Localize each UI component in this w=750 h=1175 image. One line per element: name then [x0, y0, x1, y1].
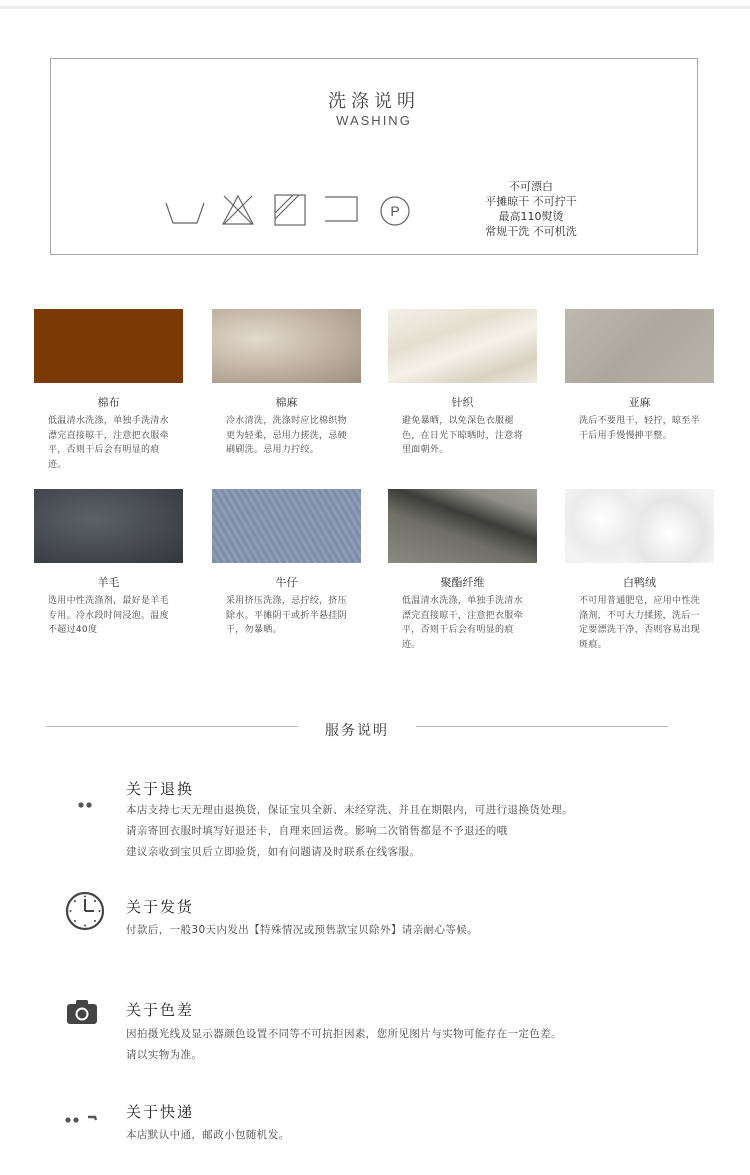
- top-divider: [0, 6, 750, 9]
- fabric-name: 棉麻: [275, 396, 298, 409]
- fabric-card-wool: [34, 489, 194, 638]
- service-line: 本店支持七天无理由退换货，保证宝贝全新、未经穿洗、并且在期限内，可进行退换货处理。: [126, 804, 573, 816]
- truck-icon: [60, 1105, 100, 1129]
- fabric-name: 牛仔: [275, 576, 298, 589]
- no-bleach-icon: [221, 193, 255, 227]
- fabric-desc: 冷水清洗，洗涤时应比棉织物更为轻柔，忌用力搓洗，忌硬刷刷洗。忌用力拧绞。: [226, 416, 347, 455]
- dry-clean-p-icon: [379, 195, 411, 227]
- service-heading: 关于发货: [126, 898, 195, 916]
- dry-clean-letter: P: [390, 203, 400, 219]
- dots-icon: [60, 784, 100, 814]
- fabric-card-duck-down: [565, 489, 725, 652]
- hand-wash-tub-icon: [164, 199, 206, 227]
- fabric-swatch: [34, 309, 183, 383]
- fabric-name: 棉布: [97, 396, 120, 409]
- washing-rule: 最高110熨烫: [498, 210, 564, 223]
- fabric-desc: 选用中性洗涤剂，最好是羊毛专用。冷水段时间浸泡。温度不超过40度: [48, 596, 169, 635]
- fabric-desc: 采用挤压洗涤，忌拧绞，挤压除水。平摊阴干或折半悬挂阴干，勿暴晒。: [226, 596, 347, 635]
- fabric-name: 聚酯纤维: [440, 576, 485, 589]
- fabric-swatch: [388, 489, 537, 563]
- service-line: 付款后，一般30天内发出【特殊情况或预售款宝贝除外】请亲耐心等候。: [126, 924, 479, 936]
- service-line: 请以实物为准。: [126, 1049, 203, 1061]
- flat-dry-icon: [273, 193, 307, 227]
- service-heading: 关于退换: [126, 780, 195, 798]
- service-heading: 关于快递: [126, 1103, 195, 1121]
- service-text: [126, 1024, 562, 1066]
- service-text: [126, 800, 573, 863]
- service-text: [126, 1125, 290, 1146]
- fabric-swatch: [34, 489, 183, 563]
- fabric-desc: 低温清水洗涤，单独手洗清水漂完直接晾干，注意把衣服牵平，否则干后会有明显的痕迹。: [48, 416, 169, 470]
- fabric-card-knit: [388, 309, 548, 458]
- fabric-name: 亚麻: [628, 396, 651, 409]
- service-text: [126, 920, 478, 941]
- service-title: 服务说明: [325, 723, 389, 739]
- fabric-card-cotton: [34, 309, 194, 472]
- fabric-swatch: [565, 309, 714, 383]
- service-line: 请亲寄回衣服时填写好退还卡，自理来回运费。影响二次销售都是不予退还的哦: [126, 825, 508, 837]
- fabric-desc: 洗后不要甩干，轻拧，晾至半干后用手慢慢抻平整。: [579, 416, 700, 441]
- fabric-name: 羊毛: [97, 576, 120, 589]
- washing-rule: 常规干洗 不可机洗: [485, 225, 577, 238]
- washing-subtitle: WASHING: [336, 113, 412, 128]
- fabric-swatch: [212, 309, 361, 383]
- washing-title: 洗涤说明: [328, 91, 420, 112]
- tumble-dry-icon: [323, 193, 359, 225]
- fabric-card-denim: [212, 489, 372, 638]
- clock-icon: [64, 890, 106, 932]
- washing-rules: [471, 179, 591, 239]
- fabric-swatch: [565, 489, 714, 563]
- camera-icon: [66, 999, 98, 1025]
- washing-rule: 不可漂白: [509, 180, 553, 193]
- washing-panel: [50, 58, 698, 255]
- fabric-card-polyester: [388, 489, 548, 652]
- fabric-swatch: [212, 489, 361, 563]
- fabric-desc: 避免暴晒，以免深色衣服褪色，在日光下晾晒时，注意将里面朝外。: [402, 416, 523, 455]
- fabric-desc: 低温清水洗涤，单独手洗清水漂完直接晾干，注意把衣服牵平，否则干后会有明显的痕迹。: [402, 596, 523, 650]
- service-divider-left: [46, 726, 298, 727]
- service-line: 建议亲收到宝贝后立即验货，如有问题请及时联系在线客服。: [126, 846, 421, 858]
- fabric-card-linen: [565, 309, 725, 443]
- fabric-name: 针织: [451, 396, 474, 409]
- service-divider-right: [416, 726, 668, 727]
- service-heading: 关于色差: [126, 1001, 195, 1019]
- fabric-swatch: [388, 309, 537, 383]
- fabric-desc: 不可用普通肥皂，应用中性洗涤剂，不可大力揉搓，洗后一定要漂洗干净，否则容易出现斑痕。: [579, 596, 700, 650]
- service-line: 因拍摄光线及显示器颜色设置不同等不可抗拒因素，您所见图片与实物可能存在一定色差。: [126, 1028, 562, 1040]
- service-line: 本店默认中通，邮政小包随机发。: [126, 1129, 290, 1141]
- fabric-card-cotton-linen: [212, 309, 372, 458]
- washing-rule: 平摊晾干 不可拧干: [485, 195, 577, 208]
- fabric-name: 白鸭绒: [623, 576, 656, 589]
